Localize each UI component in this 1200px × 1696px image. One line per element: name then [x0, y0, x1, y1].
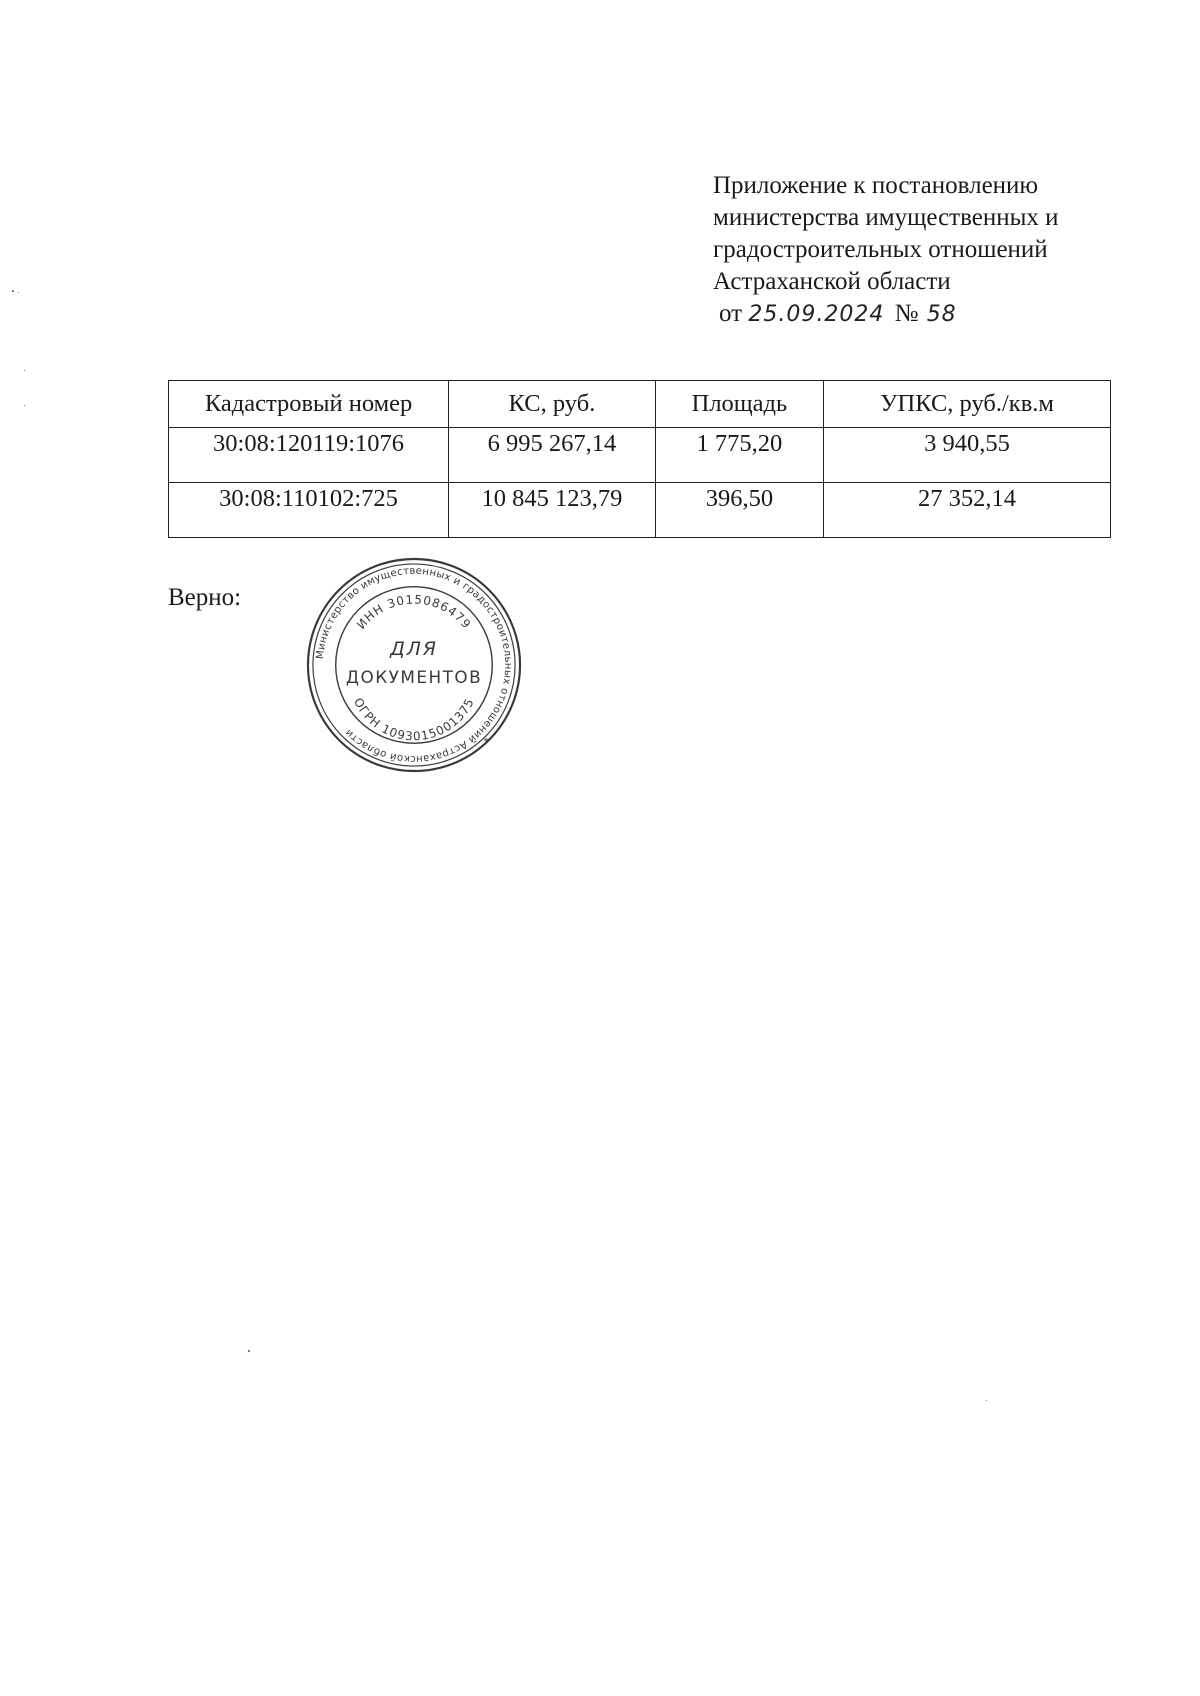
table-header-row: [169, 381, 1111, 428]
number-sign: №: [894, 300, 919, 327]
table-row: [169, 428, 1111, 483]
table-cell-cadastral-number: 30:08:110102:725: [169, 483, 449, 538]
handwritten-number: 58: [926, 302, 957, 327]
appendix-reference: [713, 298, 1059, 331]
cadastral-table: [168, 380, 1111, 538]
table-cell-cadastral-value: 10 845 123,79: [449, 483, 656, 538]
scan-speck: [24, 405, 25, 406]
appendix-header: [713, 170, 1059, 331]
seal-center-line-2: ДОКУМЕНТОВ: [345, 666, 483, 687]
scan-speck: [24, 370, 25, 371]
seal-inn: ИНН 3015086479: [353, 592, 475, 632]
certification-label: Верно:: [168, 584, 242, 611]
table-cell-specific-value: 27 352,14: [824, 483, 1111, 538]
scan-speck: [248, 1350, 250, 1352]
scan-speck: [18, 292, 19, 293]
column-header-cadastral-value: КС, руб.: [449, 381, 656, 428]
table-cell-cadastral-number: 30:08:120119:1076: [169, 428, 449, 483]
date-prefix: от: [719, 300, 743, 327]
official-seal: [305, 556, 523, 774]
appendix-line-4: Астраханской области: [713, 268, 951, 295]
column-header-cadastral-number: Кадастровый номер: [169, 381, 449, 428]
scan-speck: [986, 1400, 987, 1401]
table-cell-specific-value: 3 940,55: [824, 428, 1111, 483]
column-header-area: Площадь: [655, 381, 823, 428]
column-header-specific-value: УПКС, руб./кв.м: [824, 381, 1111, 428]
appendix-line-1: Приложение к постановлению: [713, 172, 1039, 199]
handwritten-date: 25.09.2024: [748, 302, 885, 327]
appendix-line-3: градостроительных отношений: [713, 236, 1048, 263]
seal-center-line-1: ДЛЯ: [390, 639, 438, 661]
seal-star: *: [483, 735, 489, 749]
table-cell-cadastral-value: 6 995 267,14: [449, 428, 656, 483]
seal-outer-text: Министерство имущественных и градостроительных отношений Астраханской области: [314, 565, 514, 765]
scan-speck: [12, 290, 14, 292]
appendix-line-2: министерства имущественных и: [713, 204, 1059, 231]
table-cell-area: 396,50: [655, 483, 823, 538]
table-row: [169, 483, 1111, 538]
table-cell-area: 1 775,20: [655, 428, 823, 483]
seal-ogrn: ОГРН 1093015001375: [350, 695, 477, 744]
